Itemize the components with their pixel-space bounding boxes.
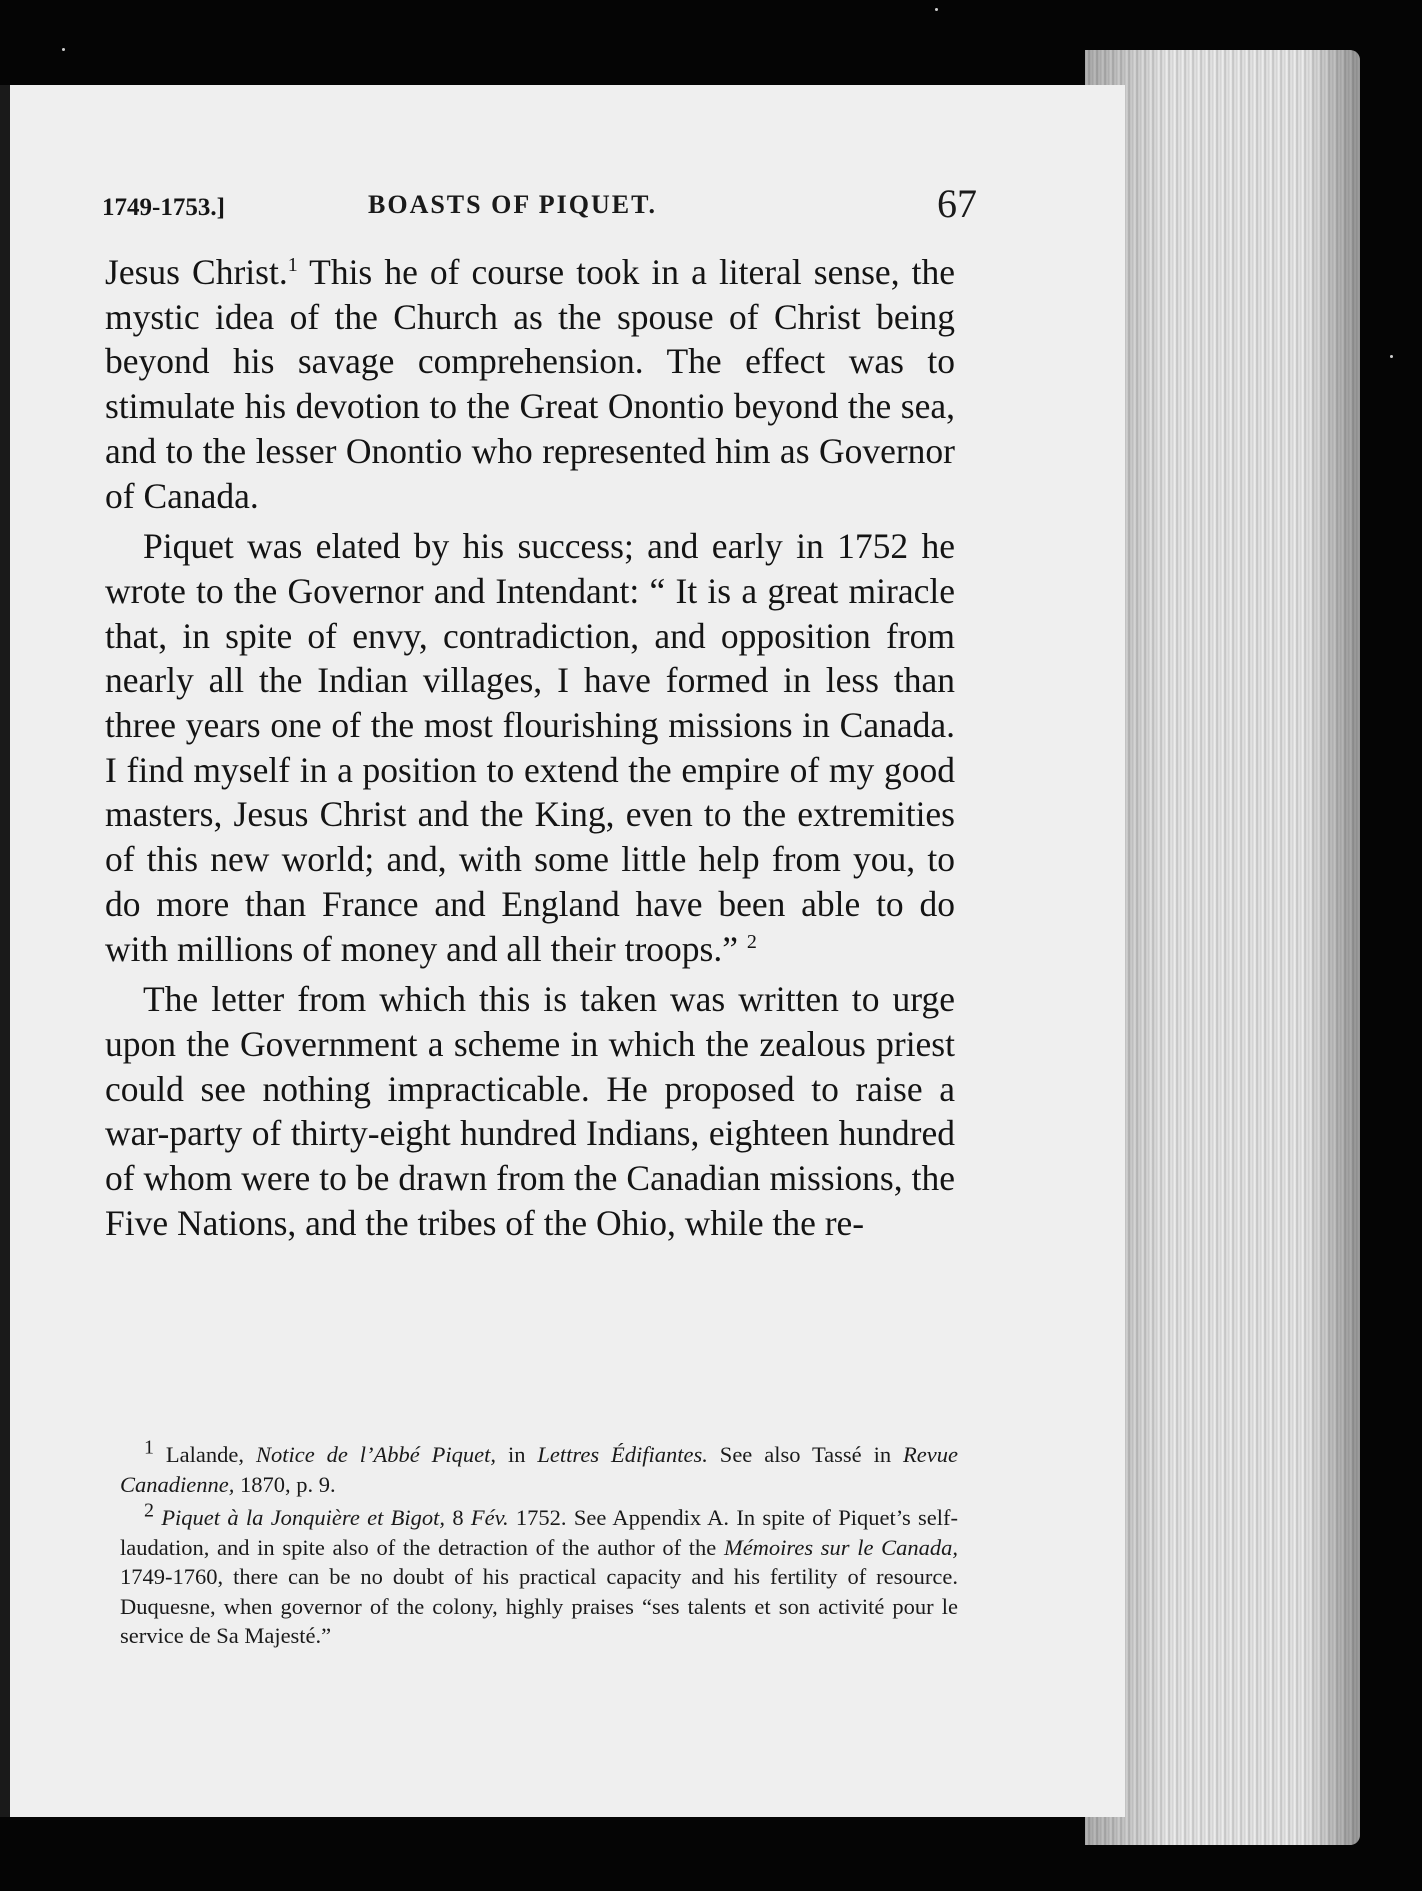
- paragraph-1-rest: This he of course took in a literal sense, the mystic idea of the Church as the spouse of Christ being beyond his savage comprehension. The effect was to stimulate his devotion to the Great Onontio beyond the sea, and to the lesser Onontio who represented him as Governor of Canada.: [105, 252, 956, 516]
- running-header: [102, 180, 977, 226]
- footnote-2-text-c: 1749-1760, there can be no doubt of his practical capacity and his fertility of resource. Duquesne, when governor of the colony, highly praises “ses talents et son activité pour le service de Sa Majesté.”: [120, 1564, 958, 1648]
- paragraph-2: [105, 524, 955, 971]
- footnotes: [120, 1436, 959, 1651]
- page-stack-shadow: [1085, 50, 1360, 1845]
- footnote-2: [120, 1499, 959, 1651]
- paragraph-1-start: Jesus Christ.: [105, 252, 288, 292]
- footnote-2-text-a: 8: [445, 1505, 471, 1530]
- footnote-ref-2: 2: [746, 930, 757, 953]
- footnote-1-text-b: in: [496, 1442, 538, 1467]
- footnote-2-italic-a: Piquet à la Jonquière et Bigot,: [161, 1505, 446, 1530]
- paragraph-2-text: Piquet was elated by his success; and early in 1752 he wrote to the Governor and Intendant: “ It is a great miracle that, in spite of envy, contradiction, and opposition from nearly all the Indian villages, I have formed in less than three years one of the most flourishing missions in Canada. I find myself in a position to extend the empire of my good masters, Jesus Christ and the King, even to the extremities of this new world; and, with some little help from you, to do more than France and England have been able to do with millions of money and all their troops.”: [105, 526, 955, 969]
- footnote-1-text-a: Lalande,: [154, 1442, 256, 1467]
- main-text: [105, 250, 955, 1245]
- footnote-1-italic-b: Lettres Édifiantes.: [537, 1442, 708, 1467]
- scan-speck: [62, 48, 65, 51]
- footnote-2-italic-b: Fév.: [470, 1505, 509, 1530]
- footnote-2-text-b: 1752. See Appendix A. In spite of Piquet’s self-laudation, and in spite also of the detraction of the author of the: [120, 1505, 959, 1560]
- paragraph-3-text: The letter from which this is taken was written to urge upon the Government a scheme in which the zealous priest could see nothing impracticable. He proposed to raise a war-party of thirty-eight hundred Indians, eighteen hundred of whom were to be drawn from the Canadian missions, the Five Nations, and the tribes of the Ohio, while the re-: [105, 979, 955, 1243]
- book-page: [0, 85, 1125, 1817]
- scan-speck: [1390, 355, 1393, 358]
- paragraph-3: [105, 977, 955, 1245]
- page-number: 67: [937, 181, 977, 226]
- footnote-1-italic-c: Revue Canadienne,: [120, 1442, 958, 1497]
- footnote-1-number: 1: [144, 1436, 154, 1459]
- footnote-2-number: 2: [144, 1499, 154, 1522]
- scan-speck: [935, 8, 938, 11]
- footnote-2-italic-c: Mémoires sur le Canada,: [723, 1534, 958, 1560]
- paragraph-1: [105, 250, 955, 518]
- footnote-1-text-d: 1870, p. 9.: [234, 1471, 336, 1497]
- footnote-1: [120, 1436, 958, 1499]
- footnote-1-italic-a: Notice de l’Abbé Piquet,: [255, 1442, 497, 1467]
- header-title: BOASTS OF PIQUET.: [368, 190, 657, 219]
- footnote-1-text-c: See also Tassé in: [707, 1442, 904, 1467]
- header-date-range: 1749-1753.]: [102, 194, 225, 221]
- footnote-ref-1: 1: [287, 254, 298, 277]
